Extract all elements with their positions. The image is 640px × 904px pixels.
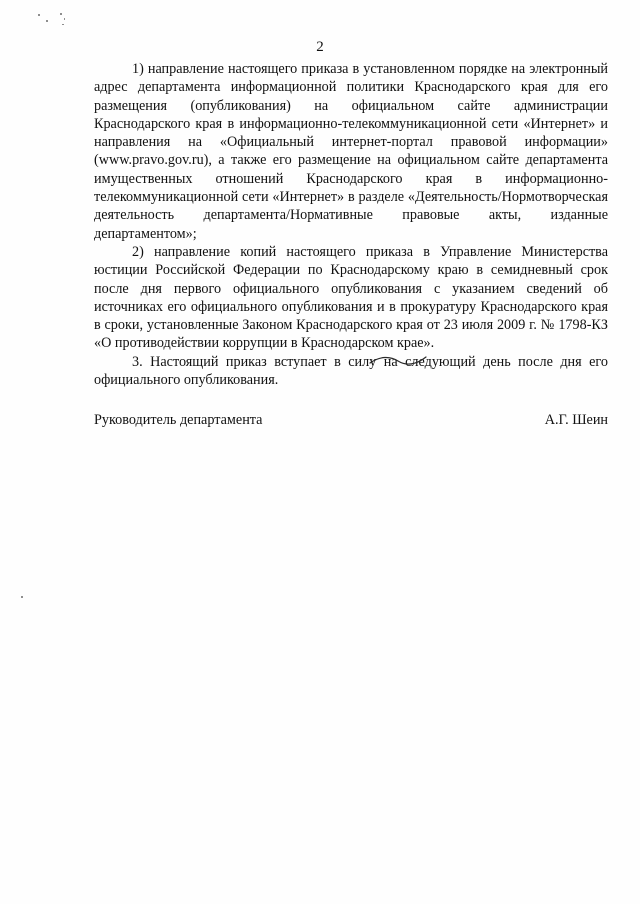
signatory-position: Руководитель департамента (94, 412, 263, 428)
scan-speck (46, 20, 48, 22)
scan-speck (38, 14, 40, 16)
paragraph-item-2: 2) направление копий настоящего приказа в Управление Министерства юстиции Российской Федерации по Краснодарскому краю в семидневный срок после дня первого официального опубликования с указанием сведений об источниках его официального опубликования и в прокуратуру Краснодарского края в сроки, установленные Законом Краснодарского края от 23 июля 2009 г. № 1798-КЗ «О противодействии коррупции в Краснодарском крае». (94, 243, 608, 352)
paragraph-item-3: 3. Настоящий приказ вступает в силу на следующий день после дня его официального опубликования. (94, 353, 608, 389)
document-body (94, 60, 608, 389)
handwritten-pen-stroke (368, 353, 428, 367)
page-number: 2 (316, 39, 324, 55)
scan-speck (64, 18, 65, 20)
paragraph-item-1: 1) направление настоящего приказа в установленном порядке на электронный адрес департамента информационной политики Краснодарского края для его размещения (опубликования) на официальном сайте администрации Краснодарского края в информационно-телекоммуникационной сети «Интернет» и направления на «Официальный интернет-портал правовой информации» (www.pravo.gov.ru), а также его размещение на официальном сайте департамента имущественных отношений Краснодарского края в информационно-телекоммуникационной сети «Интернет» в разделе «Деятельность/Нормотворческая деятельность департамента/Нормативные правовые акты, изданные департаментом»; (94, 61, 608, 242)
signatory-name: А.Г. Шеин (544, 412, 608, 428)
scan-speck (60, 13, 62, 15)
scan-speck (62, 24, 64, 25)
scan-speck (21, 596, 23, 598)
